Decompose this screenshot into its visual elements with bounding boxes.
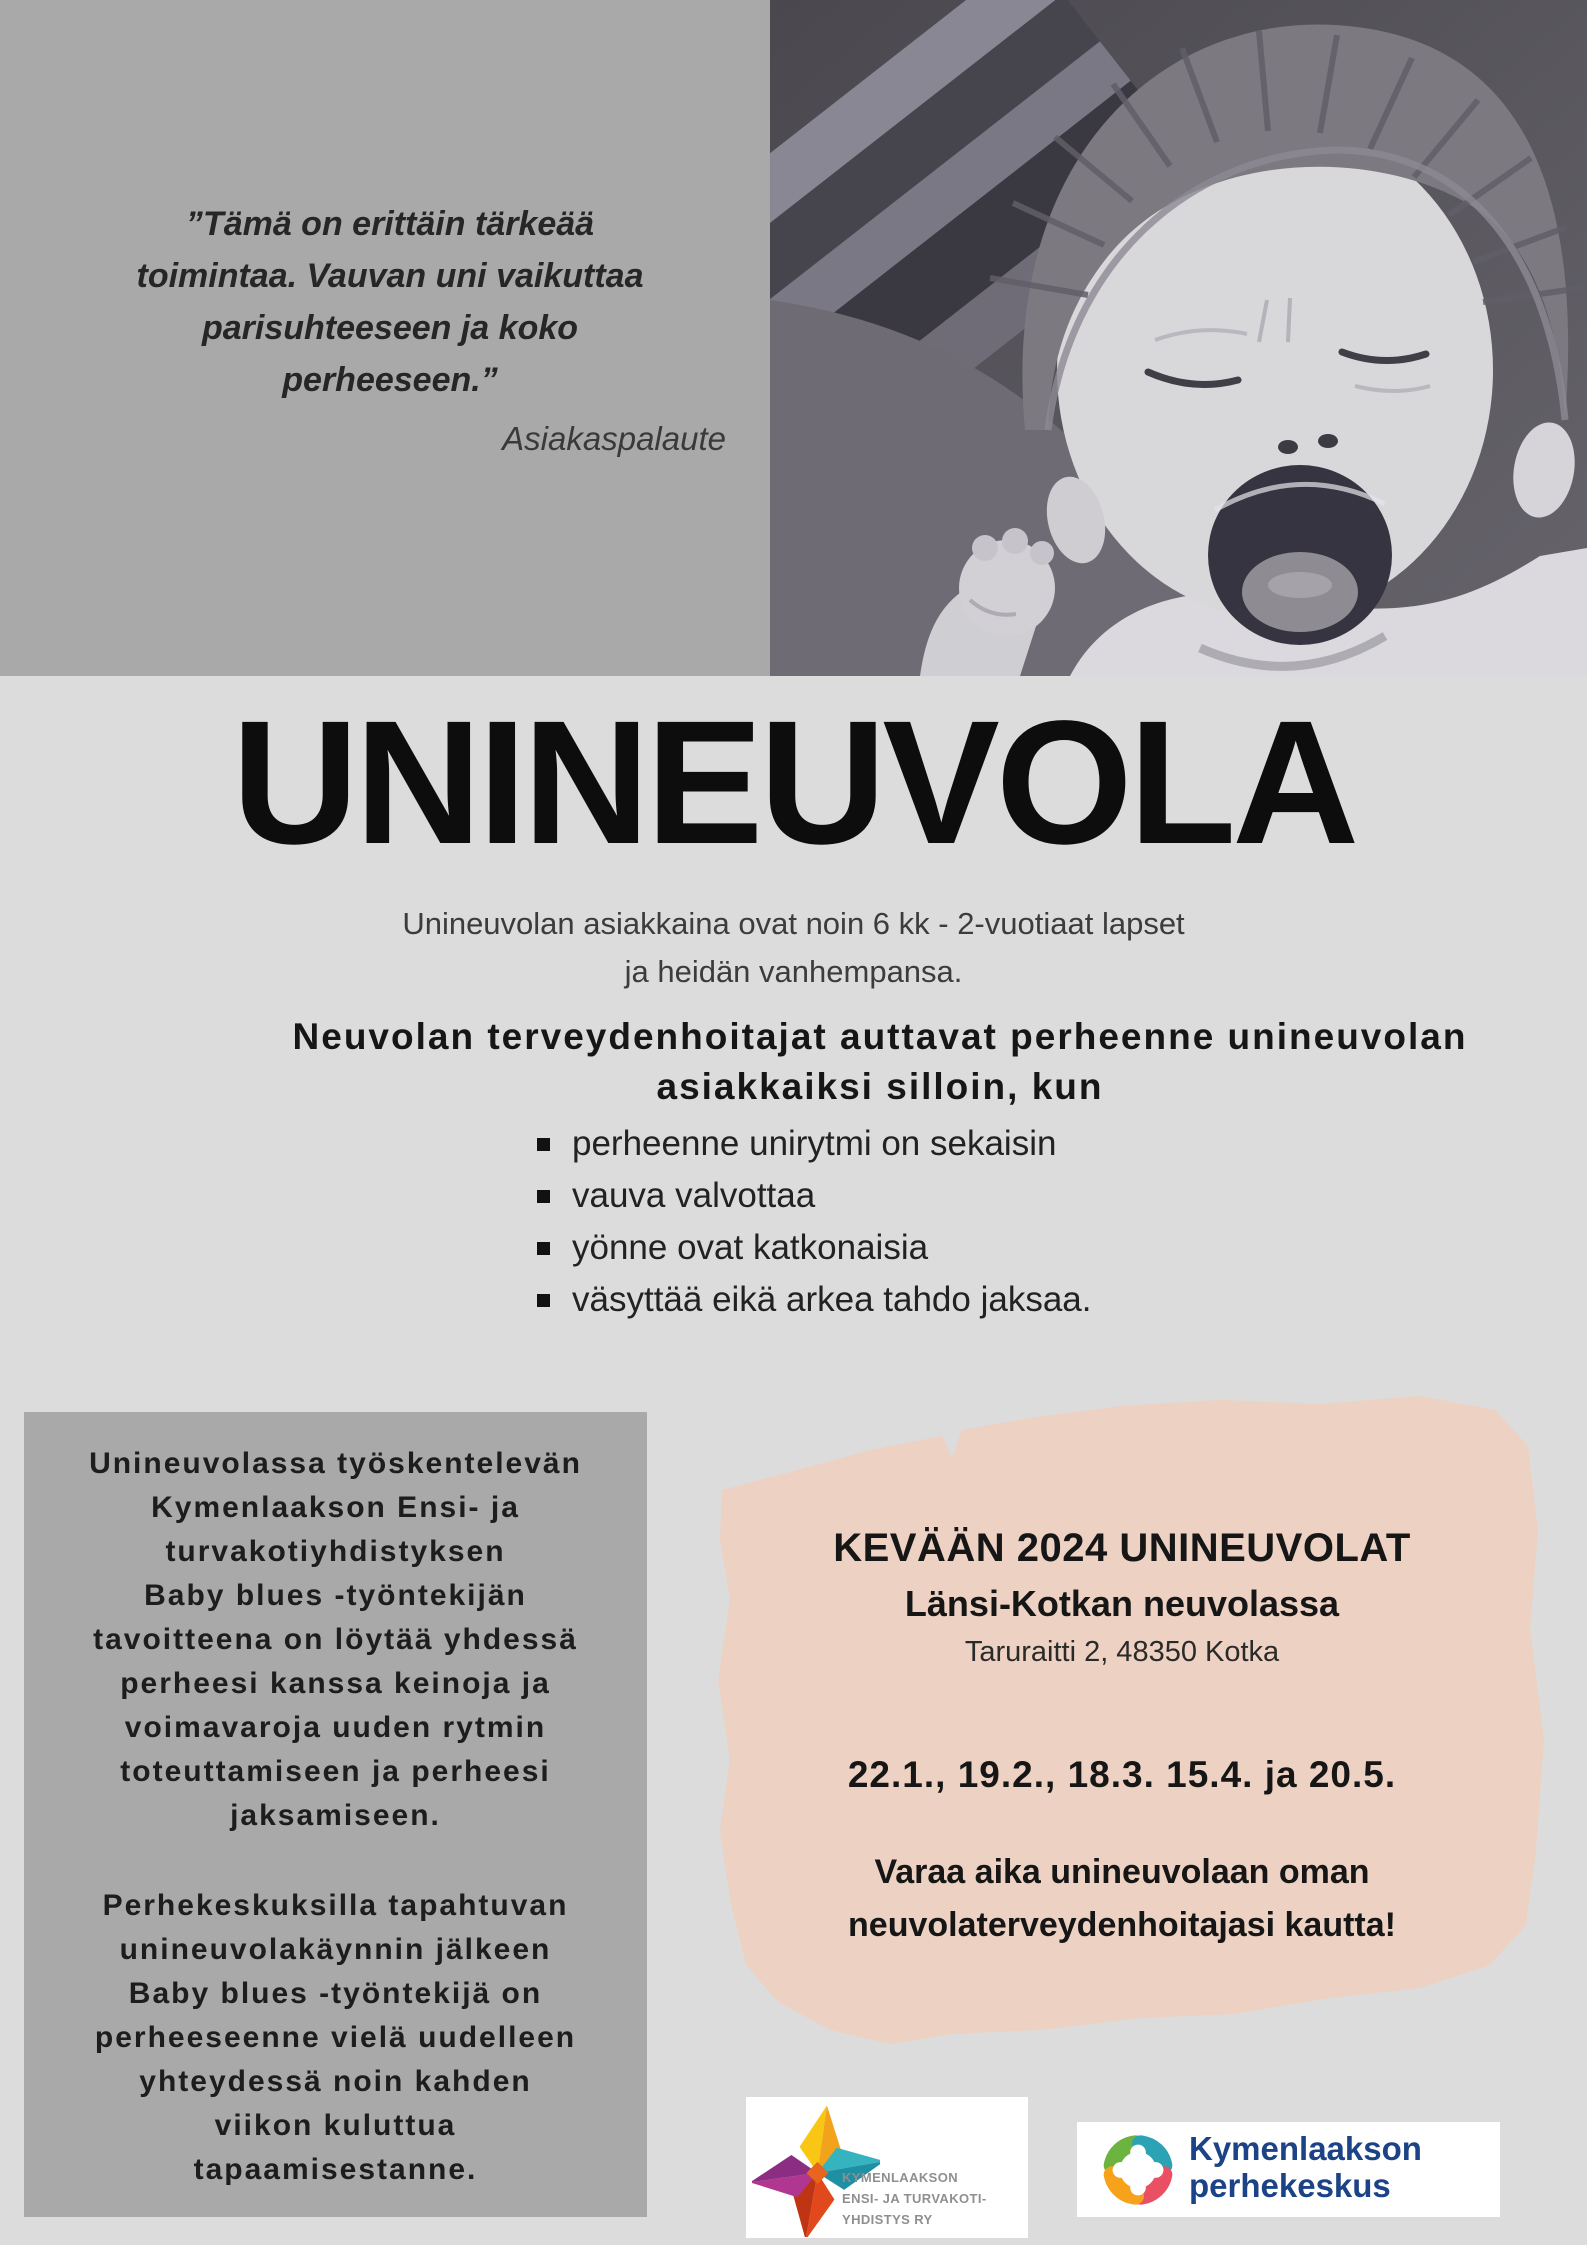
- ensi-logo-text: [842, 2167, 987, 2230]
- baby-photo-illustration: [770, 0, 1587, 676]
- perhekeskus-logo-text: [1189, 2130, 1422, 2204]
- list-item: [537, 1118, 1091, 1170]
- info-line: viikon kuluttua: [214, 2109, 457, 2142]
- list-item-label: perheenne unirytmi on sekaisin: [572, 1124, 1057, 1163]
- info-line: Kymenlaakson Ensi- ja: [151, 1491, 520, 1524]
- square-bullet-icon: [537, 1190, 550, 1203]
- square-bullet-icon: [537, 1242, 550, 1255]
- event-call-to-action: [722, 1846, 1522, 1952]
- list-item: [537, 1274, 1091, 1326]
- section-heading-line: asiakkaiksi silloin, kun: [656, 1066, 1104, 1107]
- section-heading: [180, 1012, 1580, 1112]
- list-item-label: yönne ovat katkonaisia: [572, 1228, 929, 1267]
- list-item-label: vauva valvottaa: [572, 1176, 816, 1215]
- ensi-ja-turvakoti-logo: [746, 2097, 1028, 2238]
- page-title: UNINEUVOLA: [231, 685, 1356, 881]
- info-line: Baby blues -työntekijä on: [128, 1977, 543, 2010]
- event-dates: 22.1., 19.2., 18.3. 15.4. ja 20.5.: [847, 1754, 1397, 1795]
- info-line: voimavaroja uuden rytmin: [124, 1711, 547, 1744]
- list-item: [537, 1222, 1091, 1274]
- info-line: turvakotiyhdistyksen: [165, 1535, 506, 1568]
- info-line: jaksamiseen.: [230, 1799, 441, 1832]
- subtitle-line: ja heidän vanhempansa.: [624, 954, 963, 989]
- info-line: tapaamisestanne.: [193, 2153, 478, 2186]
- quote-line: perheeseen.”: [282, 361, 498, 399]
- subtitle-line: Unineuvolan asiakkaina ovat noin 6 kk - 2-vuotiaat lapset: [402, 906, 1185, 941]
- info-line: yhteydessä noin kahden: [139, 2065, 532, 2098]
- subtitle: [0, 900, 1587, 996]
- baby-blues-info-box: [24, 1412, 647, 2217]
- logo-text-line: ENSI- JA TURVAKOTI-: [842, 2191, 987, 2206]
- logo-text-line: KYMENLAAKSON: [842, 2170, 959, 2185]
- event-season-title: KEVÄÄN 2024 UNINEUVOLAT: [833, 1526, 1411, 1570]
- info-paragraph: [24, 1884, 647, 2192]
- logo-text-line: perhekeskus: [1189, 2167, 1391, 2204]
- info-line: tavoitteena on löytää yhdessä: [93, 1623, 578, 1656]
- perhekeskus-logo: [1077, 2122, 1500, 2217]
- list-item: [537, 1170, 1091, 1222]
- quote-line: parisuhteeseen ja koko: [201, 309, 579, 347]
- quote-line: ”Tämä on erittäin tärkeää: [185, 205, 595, 243]
- info-line: perheesi kanssa keinoja ja: [120, 1667, 551, 1700]
- symptom-bullet-list: [537, 1118, 1091, 1326]
- list-item-label: väsyttää eikä arkea tahdo jaksaa.: [572, 1280, 1092, 1319]
- info-line: Perhekeskuksilla tapahtuvan: [102, 1889, 569, 1922]
- event-address: Taruraitti 2, 48350 Kotka: [964, 1636, 1280, 1668]
- yawning-baby-photo: [770, 0, 1587, 676]
- info-line: perheeseenne vielä uudelleen: [94, 2021, 577, 2054]
- cta-line: Varaa aika unineuvolaan oman: [874, 1853, 1370, 1891]
- square-bullet-icon: [537, 1294, 550, 1307]
- info-line: Baby blues -työntekijän: [144, 1579, 527, 1612]
- quote-attribution: Asiakaspalaute: [502, 420, 726, 457]
- info-paragraph: [24, 1442, 647, 1838]
- logo-text-line: YHDISTYS RY: [842, 2212, 933, 2227]
- square-bullet-icon: [537, 1138, 550, 1151]
- quote-line: toimintaa. Vauvan uni vaikuttaa: [136, 257, 644, 295]
- info-line: toteuttamiseen ja perheesi: [120, 1755, 551, 1788]
- info-line: unineuvolakäynnin jälkeen: [119, 1933, 552, 1966]
- flower-ring-icon: [1095, 2126, 1183, 2214]
- info-line: Unineuvolassa työskentelevän: [89, 1447, 582, 1480]
- customer-quote: [40, 198, 740, 458]
- logo-text-line: Kymenlaakson: [1189, 2130, 1422, 2167]
- event-location: Länsi-Kotkan neuvolassa: [904, 1583, 1340, 1624]
- cta-line: neuvolaterveydenhoitajasi kautta!: [848, 1906, 1396, 1944]
- section-heading-line: Neuvolan terveydenhoitajat auttavat perheenne unineuvolan: [292, 1016, 1468, 1057]
- quote-panel: [0, 0, 770, 676]
